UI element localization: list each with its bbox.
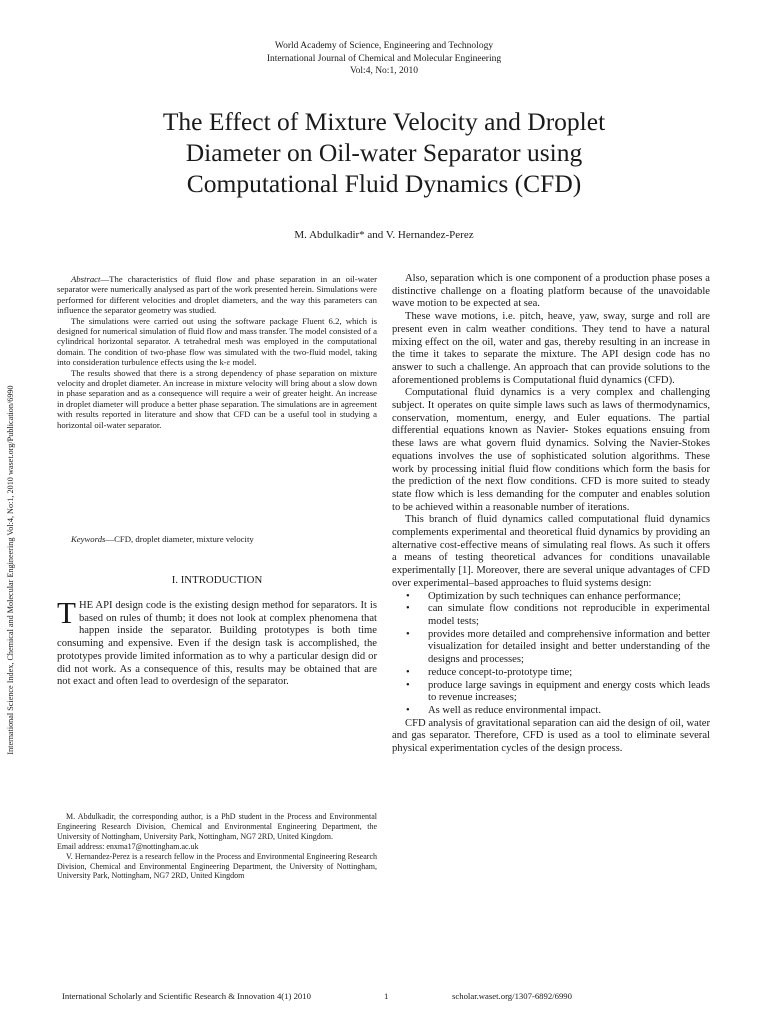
abstract-paragraph-2: The simulations were carried out using the software package Fluent 6.2, which is designed for numerical simulation of fluid flow and mass transfer. The model consisted of a cylindrical horizontal separator. A tetrahedral mesh was employed in the computational domain. The condition of two-phase flow was simulated with the two-fluid model, taking into consideration turbulence effects using the k-ε model. (57, 315, 377, 368)
footer-url: scholar.waset.org/1307-6892/6990 (452, 991, 572, 1001)
page-number: 1 (384, 991, 389, 1001)
right-column (392, 273, 710, 756)
footer-citation: International Scholarly and Scientific Research & Innovation 4(1) 2010 (62, 991, 311, 1001)
footnote-1: M. Abdulkadir, the corresponding author, is a PhD student in the Process and Environmental Engineering Research Division, Chemical and Environmental Engineering Department, the University of Nottingham, University Park, Nottingham, NG7 2RD, United Kingdom. (57, 812, 377, 841)
authors: M. Abdulkadir* and V. Hernandez-Perez (294, 229, 474, 241)
list-item: • can simulate flow conditions not reproducible in experimental model tests; (428, 603, 710, 628)
footnote-2: V. Hernandez-Perez is a research fellow in the Process and Environmental Engineering Research Division, Chemical and Environmental Engineering Department, the University of Nottingham, University Park, Nottingham, NG7 2RD, United Kingdom (57, 851, 377, 881)
footnote-email: Email address: enxma17@nottingham.ac.uk (57, 841, 199, 851)
right-paragraph-1: Also, separation which is one component of a production phase poses a distinctive challenge on a floating platform because of the unavoidable wave motion to be expected at sea. (392, 273, 710, 310)
title-line-3: Computational Fluid Dynamics (CFD) (186, 169, 582, 198)
paper-title (60, 106, 708, 199)
keywords-text: CFD, droplet diameter, mixture velocity (114, 534, 254, 544)
list-item: • Optimization by such techniques can enhance performance; (428, 591, 710, 604)
abstract-paragraph-3: The results showed that there is a strong dependency of phase separation on mixture velocity and droplet diameter. An increase in mixture velocity will bring about a slow down in phase separation and as a consequence will require a weir of greater height. An increase in droplet diameter will produce a better phase separation. The simulations are in agreement with results reported in literature and show that CFD can be a useful tool in studying a horizontal oil-water separator. (57, 367, 377, 430)
keywords (57, 534, 377, 544)
keywords-label: Keywords (71, 534, 106, 544)
abstract-label: Abstract (71, 274, 101, 284)
right-paragraph-2: These wave motions, i.e. pitch, heave, yaw, sway, surge and roll are present even in calm weather conditions. They tend to have a natural mixing effect on the oil, water and gas, thereby resulting in an increase in the time it takes to separate the mixture. The API design code has no answer to such a challenge. An approach that can provide solutions to the aforementioned problems is Computational fluid dynamics (CFD). (392, 311, 710, 386)
list-item: • produce large savings in equipment and energy costs which leads to revenue increases; (428, 680, 710, 705)
right-paragraph-5: CFD analysis of gravitational separation can aid the design of oil, water and gas separator. Therefore, CFD is used as a tool to eliminate several physical experimentation cycles of the design process. (392, 717, 710, 755)
advantages-list (392, 591, 710, 718)
keywords-line (57, 534, 377, 544)
abstract-dash: — (100, 274, 110, 284)
abstract (57, 274, 377, 430)
list-item: • provides more detailed and comprehensive information and better visualization for detailed insight and better understanding of the designs and processes; (428, 629, 710, 667)
list-item: • reduce concept-to-prototype time; (428, 667, 710, 680)
journal-volume: Vol:4, No:1, 2010 (350, 66, 418, 76)
footnotes (57, 812, 377, 881)
drop-cap: T (57, 595, 76, 630)
journal-subtitle: International Journal of Chemical and Molecular Engineering (266, 53, 502, 64)
introduction-paragraph (57, 595, 377, 689)
side-margin-citation: International Science Index, Chemical and Molecular Engineering Vol:4, No:1, 2010 waset.org/Publication/6990 (6, 385, 15, 755)
title-line-1: The Effect of Mixture Velocity and Droplet (162, 107, 606, 136)
journal-header (0, 40, 768, 78)
abstract-paragraph-1 (57, 274, 377, 316)
right-paragraph-4: This branch of fluid dynamics called computational fluid dynamics complements experimental and theoretical fluid dynamics by providing an alternative cost-effective means of simulating real flows. As such it offers a means of testing theoretical advances for conditions unavailable experimentally [1]. Moreover, there are several unique advantages of CFD over experimental–based approaches to fluid systems design: (392, 514, 710, 589)
keywords-dash: — (105, 534, 115, 544)
introduction-text: HE API design code is the existing design method for separators. It is based on rules of thumb; it does not look at complex phenomena that happen inside the separator. Building prototypes is both time consuming and expensive. Even if the design task is accomplished, the prototypes provide limited information as to why a particular design did or did not work. As a consequence of this, results may be obtained that are not exact and often lead to overdesign of the separator. (57, 600, 377, 688)
title-line-2: Diameter on Oil-water Separator using (185, 138, 583, 167)
section-heading-introduction: I. INTRODUCTION (171, 574, 263, 586)
journal-name: World Academy of Science, Engineering and Technology (274, 41, 494, 51)
right-paragraph-3: Computational fluid dynamics is a very complex and challenging subject. It operates on quite simple laws such as laws of thermodynamics, conservation, momentum, energy, and Euler equations. The partial differential equations known as Navier- Stokes equations ensuing from these laws are what govern fluid dynamics. Solving the Navier-Stokes equations involves the use of sophisticated solution algorithms. These work by processing initial fluid flow conditions which form the basis for the prediction of the next flow conditions. CFD is more suited to steady state flow which is less demanding for the computer and enables solution to be achieved within a reasonable number of iterations. (392, 387, 710, 513)
list-item: • As well as reduce environmental impact. (428, 705, 710, 718)
abstract-text-1: The characteristics of fluid flow and phase separation in an oil-water separator were numerically analysed as part of the work presented herein. Simulations were performed for different velocities and droplet diameters, and the way this parameters can influence the separator geometry was studied. (57, 274, 377, 316)
